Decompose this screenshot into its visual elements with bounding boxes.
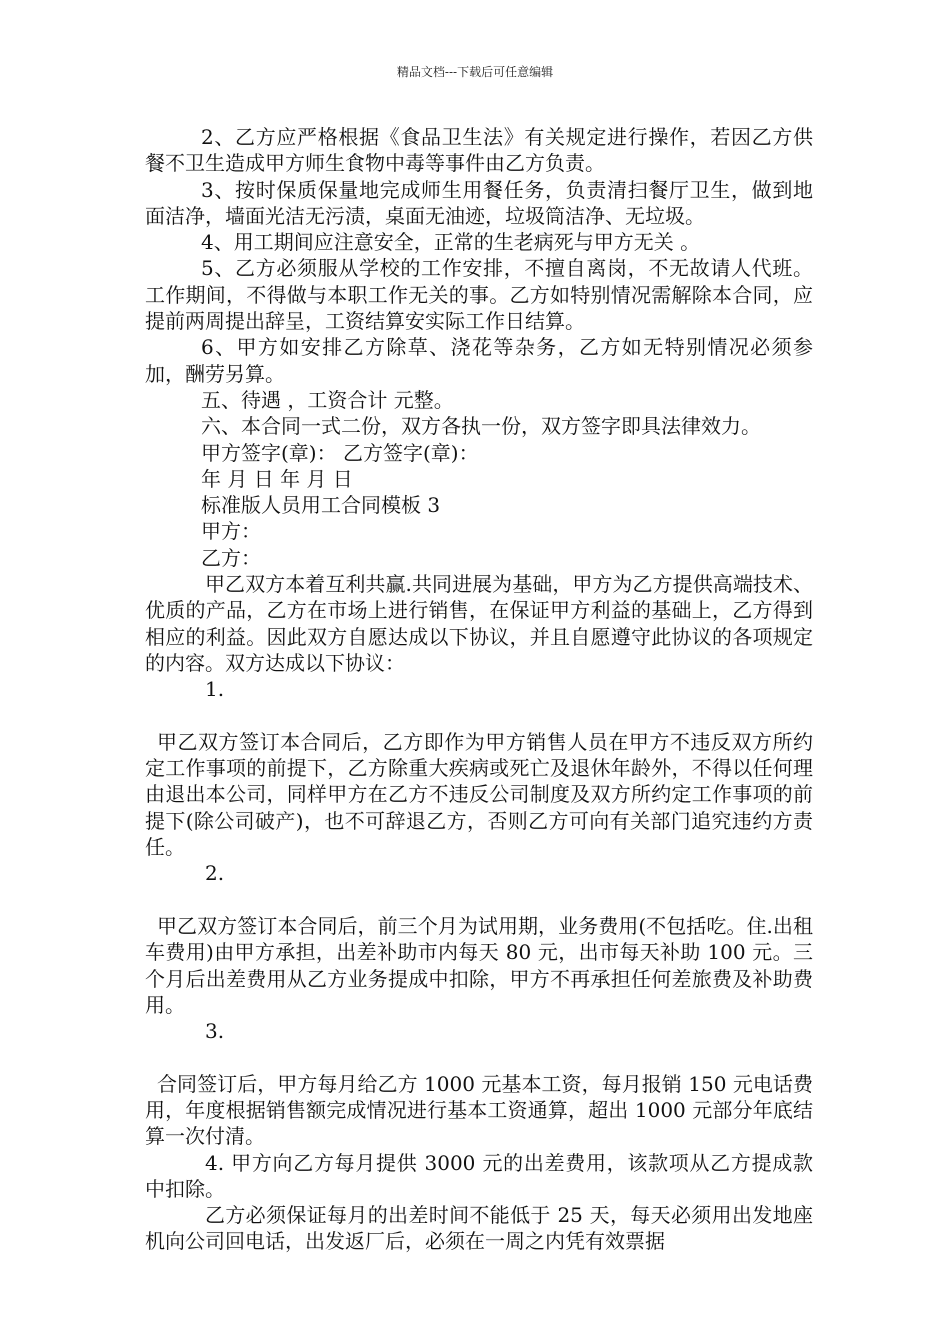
clause-4: 4、用工期间应注意安全，正常的生老病死与甲方无关 。 [201,230,701,255]
section-copies: 六、本合同一式二份，双方各执一份，双方签字即具法律效力。 [201,414,761,439]
date-line: 年 月 日 年 月 日 [201,466,353,491]
party-a-label: 甲方： [201,519,261,544]
clause-5: 5、乙方必须服从学校的工作安排，不擅自离岗，不无故请人代班。工作期间，不得做与本职工作无关的事。乙方如特别情况需解除本合同，应提前两周提出辞呈，工资结算安实际工作日结算。 [145,256,813,334]
document-body [145,124,813,1255]
item-1-text: 甲乙双方签订本合同后，乙方即作为甲方销售人员在甲方不违反双方所约定工作事项的前提下，乙方除重大疾病或死亡及退休年龄外，不得以任何理由退出本公司，同样甲方在乙方不违反公司制度及双方所约定工作事项的前提下(除公司破产)，也不可辞退乙方，否则乙方可向有关部门追究违约方责任。 [145,729,813,860]
party-b-label: 乙方： [201,545,261,570]
page-header-watermark: 精品文档---下载后可任意编辑 [396,65,554,79]
section-wage: 五、待遇 ，工资合计 元整。 [201,387,454,412]
item-5-text: 乙方必须保证每月的出差时间不能低于 25 天，每天必须用出发地座机向公司回电话，出发返厂后，必须在一周之内凭有效票据 [145,1203,813,1254]
template-title: 标准版人员用工合同模板 3 [201,493,441,518]
item-number-2: 2. [205,861,225,886]
clause-2: 2、乙方应严格根据《食品卫生法》有关规定进行操作，若因乙方供餐不卫生造成甲方师生食物中毒等事件由乙方负责。 [145,125,813,176]
item-3-text: 合同签订后，甲方每月给乙方 1000 元基本工资，每月报销 150 元电话费用，年度根据销售额完成情况进行基本工资通算，超出 1000 元部分年底结算一次付清。 [145,1071,813,1149]
intro-paragraph: 甲乙双方本着互利共赢.共同进展为基础，甲方为乙方提供高端技术、优质的产品，乙方在市场上进行销售，在保证甲方利益的基础上，乙方得到相应的利益。因此双方自愿达成以下协议，并且自愿遵守此协议的各项规定的内容。双方达成以下协议： [145,572,813,675]
item-4-text: 4. 甲方向乙方每月提供 3000 元的出差费用，该款项从乙方提成款中扣除。 [145,1150,813,1201]
signature-line: 甲方签字(章)： 乙方签字(章)： [201,440,479,465]
spacer [145,887,813,913]
clause-3: 3、按时保质保量地完成师生用餐任务，负责清扫餐厅卫生，做到地面洁净，墙面光洁无污渍，桌面无油迹，垃圾筒洁净、无垃圾。 [145,177,813,228]
spacer [145,703,813,729]
clause-6: 6、甲方如安排乙方除草、浇花等杂务，乙方如无特别情况必须参加，酬劳另算。 [145,335,813,386]
item-2-text: 甲乙双方签订本合同后，前三个月为试用期，业务费用(不包括吃。住.出租车费用)由甲方承担，出差补助市内每天 80 元，出市每天补助 100 元。三个月后出差费用从乙方业务提成中扣除，甲方不再承担任何差旅费及补助费用。 [145,913,813,1017]
item-number-3: 3. [205,1019,225,1044]
spacer [145,1044,813,1070]
item-number-1: 1. [205,677,225,702]
